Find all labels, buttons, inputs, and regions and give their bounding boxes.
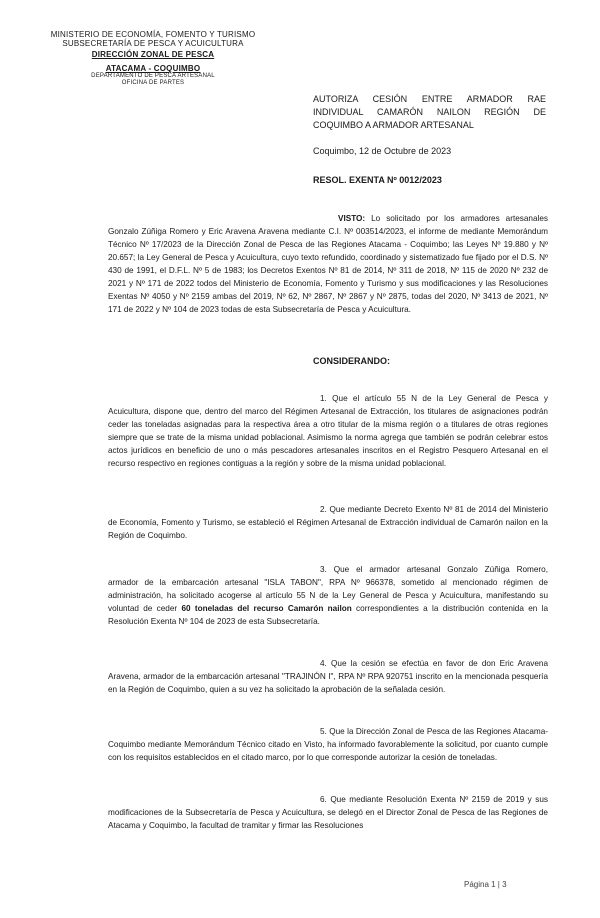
paragraph-number: 5. — [320, 727, 327, 736]
region-name: ATACAMA - COQUIMBO — [105, 64, 201, 73]
page-number: Página 1 | 3 — [464, 880, 507, 889]
paragraph-text: Que el armador artesanal Gonzalo Zúñiga Romero, armador de la embarcación artesanal "ISLA TABON", RPA Nº 966378, sometido al mencionado régimen de administración, ha solicitado acogerse al artículo 55 N de la Ley General de Pesca y Acuicultura, manifestando su voluntad de ceder — [108, 565, 548, 613]
considerando-paragraph-3 — [108, 563, 548, 628]
resolution-date: Coquimbo, 12 de Octubre de 2023 — [313, 146, 452, 156]
resolution-number: RESOL. EXENTA Nº 0012/2023 — [313, 175, 442, 185]
paragraph-number: 2. — [320, 505, 327, 514]
office-name: OFICINA DE PARTES — [121, 80, 185, 86]
considerando-paragraph-6 — [108, 793, 548, 832]
ceded-tonnage: 60 toneladas del recurso Camarón nailon — [181, 604, 352, 613]
paragraph-number: 6. — [320, 795, 327, 804]
paragraph-text-tail: correspondientes a la distribución contenida en la Resolución Exenta Nº 104 de 2023 de esta Subsecretaría. — [108, 604, 548, 626]
directorate-name: DIRECCIÓN ZONAL DE PESCA — [91, 50, 215, 59]
paragraph-number: 1. — [320, 394, 327, 403]
considerando-paragraph-4 — [108, 657, 548, 696]
paragraph-number: 4. — [320, 659, 327, 668]
considerando-paragraph-1 — [108, 392, 548, 470]
paragraph-text: Que la cesión se efectúa en favor de don Eric Aravena Aravena, armador de la embarcación artesanal "TRAJINÓN I", RPA Nº RPA 920751 inscrito en la mencionada pesquería en la Región de Coquimbo, quien a su vez ha solicitado la aprobación de la señalada cesión. — [108, 659, 548, 694]
considerando-paragraph-2 — [108, 503, 548, 542]
considerando-paragraph-5 — [108, 725, 548, 764]
resolution-subject: AUTORIZA CESIÓN ENTRE ARMADOR RAE INDIVIDUAL CAMARÓN NAILON REGIÓN DE COQUIMBO A ARMADOR ARTESANAL — [313, 94, 546, 130]
visto-section — [108, 212, 548, 316]
paragraph-text: Que mediante Decreto Exento Nº 81 de 2014 del Ministerio de Economía, Fomento y Turismo, se estableció el Régimen Artesanal de Extracción individual de Camarón nailon en la Región de Coquimbo. — [108, 505, 548, 540]
ministry-name: MINISTERIO DE ECONOMÍA, FOMENTO Y TURISMO — [50, 30, 256, 39]
undersecretariat-name: SUBSECRETARÍA DE PESCA Y ACUICULTURA — [62, 39, 244, 48]
paragraph-text: Que mediante Resolución Exenta Nº 2159 de 2019 y sus modificaciones de la Subsecretaría de Pesca y Acuicultura, se delegó en el Director Zonal de Pesca de las Regiones de Atacama y Coquimbo, la facultad de tramitar y firmar las Resoluciones — [108, 795, 548, 830]
department-name: DEPARTAMENTO DE PESCA ARTESANAL — [91, 73, 215, 79]
visto-label: VISTO: — [338, 214, 366, 223]
paragraph-text: Que el artículo 55 N de la Ley General de Pesca y Acuicultura, dispone que, dentro del marco del Régimen Artesanal de Extracción, los titulares de asignaciones podrán ceder las toneladas asignadas para la respectiva área a otro titular de la misma región o a titulares de otras regiones siempre que se trate de la misma unidad poblacional. Asimismo la norma agrega que también se podrán celebrar estos actos jurídicos en beneficio de uno o más pescadores artesanales inscritos en el Registro Pesquero Artesanal en el recurso respectivo en regiones contiguas a la región y sobre de la misma unidad poblacional. — [108, 394, 548, 468]
paragraph-text: Que la Dirección Zonal de Pesca de las Regiones Atacama-Coquimbo mediante Memorándum Técnico citado en Visto, ha informado favorablemente la solicitud, por cuanto cumple con los requisitos establecidos en el citado marco, por lo que corresponde autorizar la cesión de toneladas. — [108, 727, 548, 762]
considerando-heading: CONSIDERANDO: — [313, 356, 391, 366]
letterhead — [48, 30, 258, 87]
paragraph-number: 3. — [320, 565, 327, 574]
visto-text: Lo solicitado por los armadores artesanales Gonzalo Zúñiga Romero y Eric Aravena Aravena mediante C.I. Nº 003514/2023, el informe de mediante Memorándum Técnico Nº 17/2023 de la Dirección Zonal de Pesca de las Regiones Atacama - Coquimbo; las Leyes Nº 19.880 y Nº 20.657; la Ley General de Pesca y Acuicultura, cuyo texto refundido, coordinado y sistematizado fue fijado por el D.S. Nº 430 de 1991, el D.F.L. Nº 5 de 1983; los Decretos Exentos Nº 81 de 2014, Nº 311 de 2018, Nº 115 de 2020 Nº 232 de 2021 y Nº 171 de 2022 todos del Ministerio de Economía, Fomento y Turismo y sus modificaciones y las Resoluciones Exentas Nº 4050 y Nº 2159 ambas del 2019, Nº 62, Nº 2867, Nº 2867 y Nº 2875, todas del 2020, Nº 3413 de 2021, Nº 171 de 2022 y Nº 104 de 2023 todas de esta Subsecretaría de Pesca y Acuicultura. — [108, 214, 548, 314]
